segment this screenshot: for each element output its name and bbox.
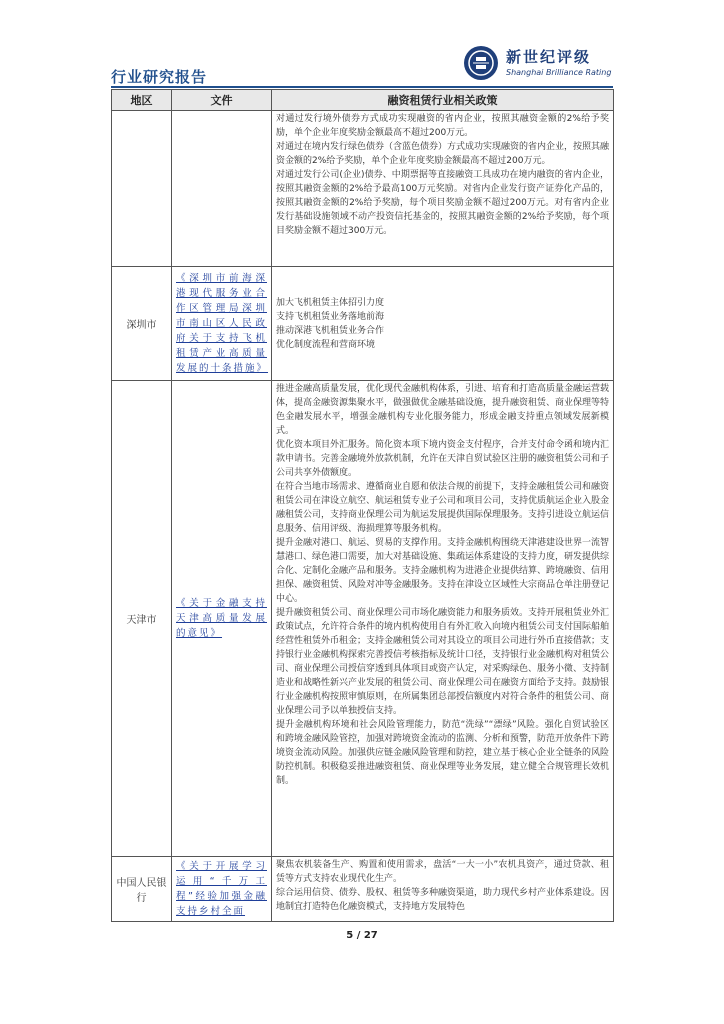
policy-cell bbox=[272, 111, 614, 267]
document-link[interactable]: 《关于开展学习运用“千万工程”经验加强金融支持乡村全面 bbox=[176, 861, 267, 917]
policy-text: 推动深港飞机租赁业务合作 bbox=[276, 325, 385, 336]
policy-cell bbox=[272, 381, 614, 857]
brand-logo bbox=[462, 44, 622, 86]
logo-chinese-name: 新世纪评级 bbox=[506, 48, 592, 66]
report-header-title: 行业研究报告 bbox=[111, 68, 208, 86]
policy-cell bbox=[272, 857, 614, 922]
document-cell bbox=[172, 111, 272, 267]
logo-english-name: Shanghai Brilliance Rating bbox=[506, 68, 612, 77]
policy-text: 对通过发行境外债券方式成功实现融资的省内企业，按照其融资金额的2%给予奖励，单个企业年度奖励金额最高不超过200万元。 bbox=[276, 114, 609, 138]
policy-text: 对通过在境内发行绿色债券（含蓝色债券）方式成功实现融资的省内企业，按照其融资金额的2%给予奖励，单个企业年度奖励金额最高不超过200万元。 bbox=[276, 142, 610, 166]
policy-text: 提升金融对港口、航运、贸易的支撑作用。支持金融机构围绕天津港建设世界一流智慧港口、绿色港口需要，加大对基础设施、集疏运体系建设的支持力度，研发提供综合化、定制化金融产品和服务。支持金融机构为进港企业提供结算、跨境融资、信用担保、融资租赁、风险对冲等金融服务。支持在津设立区域性大宗商品仓单注册登记中心。 bbox=[276, 538, 610, 604]
policy-text: 综合运用信贷、债券、股权、租赁等多种融资渠道，助力现代乡村产业体系建设。因地制宜打造特色化融资模式，支持地方发展特色 bbox=[276, 888, 610, 912]
region-cell bbox=[112, 111, 172, 267]
table-row bbox=[112, 111, 614, 267]
region-cell: 中国人民银行 bbox=[112, 857, 172, 922]
policy-text: 支持飞机租赁业务落地前海 bbox=[276, 311, 385, 322]
policy-text: 在符合当地市场需求、遵循商业自愿和依法合规的前提下，支持金融租赁公司和融资租赁公司在津设立航空、航运租赁专业子公司和项目公司，支持优质航运企业入股金融租赁公司，支持商业保理公司为航运发展提供国际保理服务。支持引进设立航运信息服务、信用评级、海损理算等服务机构。 bbox=[276, 482, 610, 534]
table-row bbox=[112, 267, 614, 381]
document-link[interactable]: 《关于金融支持天津高质量发展的意见》 bbox=[176, 598, 267, 639]
table-header-row bbox=[112, 90, 614, 111]
policy-text: 优化制度流程和营商环境 bbox=[276, 339, 376, 350]
policy-text: 优化资本项目外汇服务。简化资本项下境内资金支付程序，合并支付命令函和境内汇款申请书。完善金融境外放款机制，允许在天津自贸试验区注册的融资租赁公司和子公司共享外债额度。 bbox=[276, 440, 610, 478]
region-cell: 深圳市 bbox=[112, 267, 172, 381]
document-cell bbox=[172, 381, 272, 857]
policy-text: 聚焦农机装备生产、购置和使用需求，盘活“一大一小”农机具资产，通过贷款、租赁等方式支持农业现代化生产。 bbox=[276, 860, 609, 884]
policy-text: 提升金融机构环境和社会风险管理能力，防范“洗绿”“漂绿”风险。强化自贸试验区和跨境金融风险管控，加强对跨境资金流动的监测、分析和预警，防范开放条件下跨境资金流动风险。加强供应链金融风险管理和防控，建立基于核心企业全链条的风险防控机制。积极稳妥推进融资租赁、商业保理等业务发展，建立健全合规管理长效机制。 bbox=[276, 720, 610, 786]
column-header-policy: 融资租赁行业相关政策 bbox=[272, 90, 614, 111]
policy-text: 加大飞机租赁主体招引力度 bbox=[276, 297, 385, 308]
logo-emblem-icon bbox=[462, 44, 500, 82]
document-cell bbox=[172, 267, 272, 381]
region-cell: 天津市 bbox=[112, 381, 172, 857]
table-row bbox=[112, 857, 614, 922]
policy-text: 对通过发行公司(企业)债券、中期票据等直接融资工具成功在境内融资的省内企业，按照其融资金额的2%给予最高100万元奖励。对省内企业发行资产证券化产品的，按照其融资金额的2%给予奖励，每个项目奖励金额不超过200万元。对有省内企业发行基础设施领域不动产投资信托基金的，按照其融资金额的2%给予奖励，每个项目奖励金额不超过300万元。 bbox=[276, 170, 609, 236]
policy-cell bbox=[272, 267, 614, 381]
document-cell bbox=[172, 857, 272, 922]
table-row bbox=[112, 381, 614, 857]
policy-text: 提升融资租赁公司、商业保理公司市场化融资能力和服务质效。支持开展租赁业外汇政策试点，允许符合条件的境内机构使用自有外汇收入向境内租赁公司支付国际船舶经营性租赁外币租金；支持金融租赁公司对其设立的项目公司进行外币直接借款；支持银行业金融机构探索完善授信考核指标及统计口径，支持银行业金融机构对租赁公司、商业保理公司授信穿透到具体项目或资产认定，对采购绿色、服务小微、支持制造业和战略性新兴产业发展的租赁公司、商业保理公司在融资方面给予支持。鼓励银行业金融机构按照审慎原则，在所属集团总部授信额度内对符合条件的租赁公司、商业保理公司予以单独授信支持。 bbox=[276, 608, 610, 716]
policy-text: 推进金融高质量发展，优化现代金融机构体系，引进、培育和打造高质量金融运营载体，提高金融资源集聚水平，做强做优金融基础设施，提升融资租赁、商业保理等特色金融发展水平，增强金融机构专业化服务能力，形成金融支持重点领域发展新模式。 bbox=[276, 384, 610, 436]
column-header-region: 地区 bbox=[112, 90, 172, 111]
document-link[interactable]: 《深圳市前海深港现代服务业合作区管理局深圳市南山区人民政府关于支持飞机租赁产业高质量发展的十条措施》 bbox=[176, 273, 269, 374]
page-number: 5 / 27 bbox=[346, 930, 378, 941]
policy-table bbox=[111, 89, 614, 922]
column-header-document: 文件 bbox=[172, 90, 272, 111]
header-divider bbox=[111, 86, 613, 88]
